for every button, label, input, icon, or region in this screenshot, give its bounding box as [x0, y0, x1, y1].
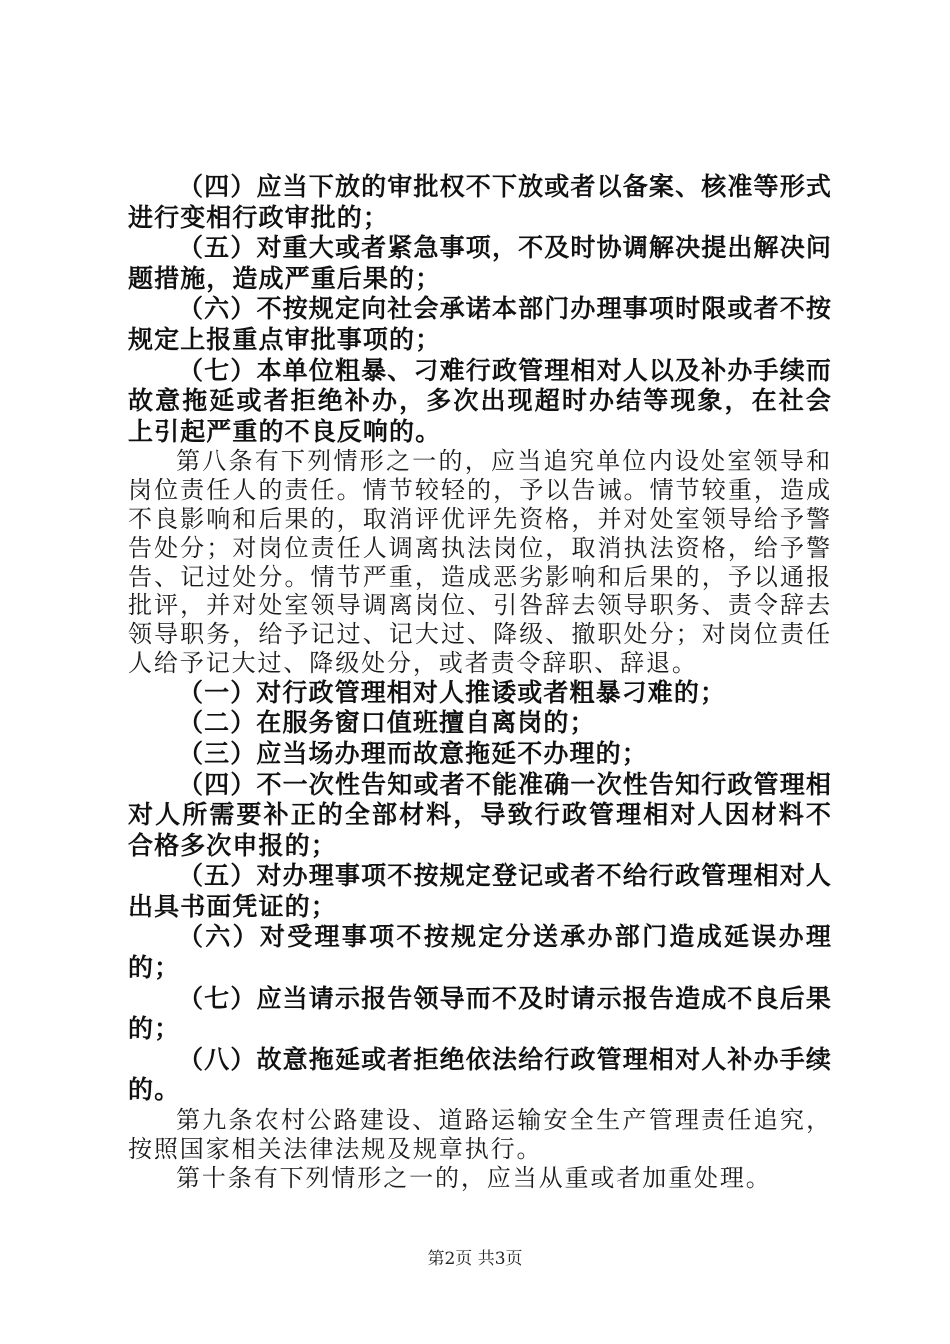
- clause-paragraph: （四）应当下放的审批权不下放或者以备案、核准等形式进行变相行政审批的；: [128, 172, 832, 232]
- page-number: 第2页 共3页: [427, 1249, 523, 1269]
- article-10-paragraph: 第十条有下列情形之一的，应当从重或者加重处理。: [176, 1163, 772, 1192]
- article-9-paragraph: 第九条农村公路建设、道路运输安全生产管理责任追究，按照国家相关法律法规及规章执行。: [128, 1106, 832, 1163]
- page-footer: [0, 1244, 950, 1269]
- clause-paragraph: （七）应当请示报告领导而不及时请示报告造成不良后果的；: [128, 983, 832, 1044]
- clause-paragraph: （五）对重大或者紧急事项，不及时协调解决提出解决问题措施，造成严重后果的；: [128, 233, 832, 293]
- article-8-paragraph: 第八条有下列情形之一的，应当追究单位内设处室领导和岗位责任人的责任。情节较轻的，予以告诫。情节较重，造成不良影响和后果的，取消评优评先资格，并对处室领导给予警告处分；对岗位责任人调离执法岗位，取消执法资格，给予警告、记过处分。情节严重，造成恶劣影响和后果的，予以通报批评，并对处室领导调离岗位、引咎辞去领导职务、责令辞去领导职务，给予记过、记大过、降级、撤职处分；对岗位责任人给予记大过、降级处分，或者责令辞职、辞退。: [128, 447, 832, 677]
- clause-paragraph: （八）故意拖延或者拒绝依法给行政管理相对人补办手续的。: [128, 1044, 832, 1105]
- clause-paragraph: （四）不一次性告知或者不能准确一次性告知行政管理相对人所需要补正的全部材料，导致行政管理相对人因材料不合格多次申报的；: [128, 769, 832, 860]
- clause-paragraph: （二）在服务窗口值班擅自离岗的；: [178, 708, 596, 738]
- clause-paragraph: （三）应当场办理而故意拖延不办理的；: [178, 738, 648, 768]
- clause-paragraph: （一）对行政管理相对人推诿或者粗暴刁难的；: [178, 677, 727, 707]
- clause-paragraph: （五）对办理事项不按规定登记或者不给行政管理相对人出具书面凭证的；: [128, 861, 832, 921]
- clause-paragraph: （六）对受理事项不按规定分送承办部门造成延误办理的；: [128, 922, 832, 983]
- clause-paragraph: （七）本单位粗暴、刁难行政管理相对人以及补办手续而故意拖延或者拒绝补办，多次出现超时办结等现象，在社会上引起严重的不良反响的。: [128, 355, 832, 446]
- document-body: [128, 172, 832, 1192]
- clause-paragraph: （六）不按规定向社会承诺本部门办理事项时限或者不按规定上报重点审批事项的；: [128, 294, 832, 354]
